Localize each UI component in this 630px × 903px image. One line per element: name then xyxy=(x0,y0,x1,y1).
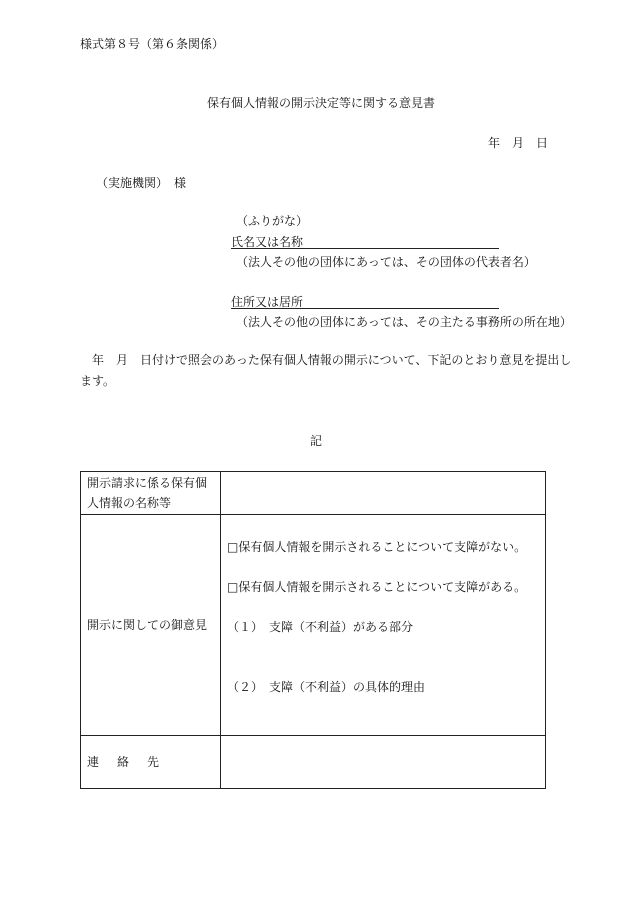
table-row xyxy=(81,736,546,789)
table-row xyxy=(81,472,546,515)
addressee: （実施機関） 様 xyxy=(96,176,187,190)
item2-label: （２） 支障（不利益）の具体的理由 xyxy=(227,680,426,694)
name-underline xyxy=(231,248,499,249)
option-issue-checkbox[interactable]: □保有個人情報を開示されることについて支障がある。 xyxy=(227,580,527,594)
item1-label: （１） 支障（不利益）がある部分 xyxy=(227,620,414,634)
date-line: 年 月 日 xyxy=(488,136,549,150)
info-name-label-line1: 開示請求に係る保有個 xyxy=(87,476,208,490)
contact-label-cell xyxy=(81,736,221,789)
contact-label: 連絡先 xyxy=(87,755,178,769)
body-text-line1: 年 月 日付けで照会のあった保有個人情報の開示について、下記のとおり意見を提出し xyxy=(92,353,572,367)
opinion-label: 開示に関しての御意見 xyxy=(87,618,208,632)
table-row xyxy=(81,515,546,736)
address-label: 住所又は居所 xyxy=(231,295,304,309)
opinion-content-cell xyxy=(221,515,546,736)
furigana-label: （ふりがな） xyxy=(236,214,309,228)
name-note: （法人その他の団体にあっては、その団体の代表者名） xyxy=(236,255,536,269)
name-label: 氏名又は名称 xyxy=(231,235,304,249)
info-name-label-cell xyxy=(81,472,221,515)
document-title: 保有個人情報の開示決定等に関する意見書 xyxy=(207,96,436,110)
body-text-line2: ます。 xyxy=(80,374,116,388)
info-name-input-cell[interactable] xyxy=(221,472,546,515)
address-underline xyxy=(231,308,499,309)
contact-input-cell[interactable] xyxy=(221,736,546,789)
address-note: （法人その他の団体にあっては、その主たる事務所の所在地） xyxy=(236,315,572,329)
ki-heading: 記 xyxy=(310,434,323,448)
info-name-label-line2: 人情報の名称等 xyxy=(87,496,172,510)
option-no-issue-checkbox[interactable]: □保有個人情報を開示されることについて支障がない。 xyxy=(227,540,527,554)
opinion-label-cell xyxy=(81,515,221,736)
form-number: 様式第８号（第６条関係） xyxy=(80,37,225,51)
opinion-table xyxy=(80,471,546,789)
